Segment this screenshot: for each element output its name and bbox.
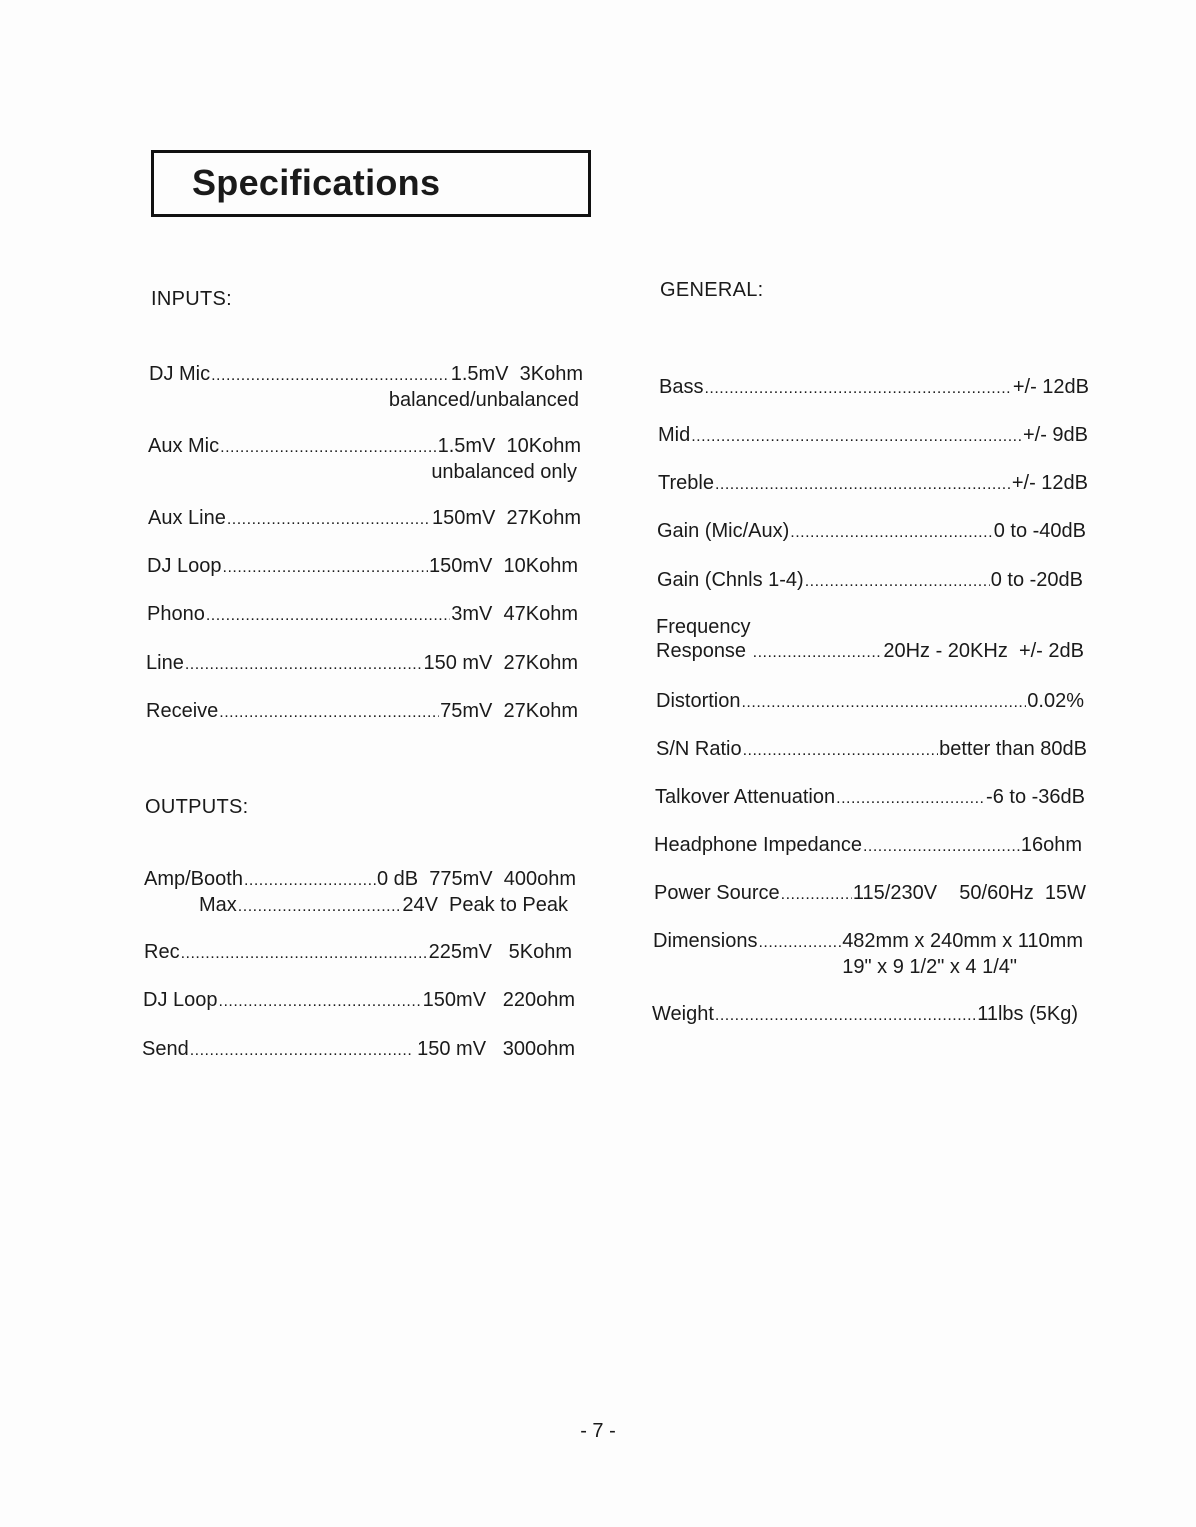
spec-row-distortion <box>656 689 1084 715</box>
spec-row-rec <box>144 940 572 966</box>
spec-row-sn-ratio <box>656 737 1087 763</box>
spec-row-dj-loop-out <box>143 988 575 1014</box>
spec-value: 482mm x 240mm x 110mm <box>842 930 1083 952</box>
spec-row-weight <box>652 1002 1078 1028</box>
spec-value: 0 to -40dB <box>993 520 1086 542</box>
spec-row-line <box>146 651 578 677</box>
page-number: - 7 - <box>580 1420 616 1442</box>
spec-label: Dimensions <box>653 930 758 952</box>
spec-label: Distortion <box>656 690 741 712</box>
spec-value: 150 mV 300ohm <box>411 1038 575 1060</box>
spec-label: Response <box>656 640 752 662</box>
spec-row-treble <box>658 471 1088 497</box>
spec-label: Receive <box>146 700 219 722</box>
spec-value: 16ohm <box>1020 834 1082 856</box>
general-heading: GENERAL: <box>660 279 764 301</box>
spec-value: 225mV 5Kohm <box>428 941 572 963</box>
spec-label: Rec <box>144 941 180 963</box>
spec-label: Line <box>146 652 184 674</box>
spec-label: Max <box>199 894 237 916</box>
spec-value: 115/230V 50/60Hz 15W <box>852 882 1086 904</box>
spec-row-gain-chnls <box>657 568 1083 594</box>
title-box <box>151 150 591 217</box>
spec-value: 150mV 27Kohm <box>432 507 581 529</box>
spec-row-dj-loop <box>147 554 578 580</box>
spec-label: Mid <box>658 424 691 446</box>
spec-value: better than 80dB <box>939 738 1087 760</box>
spec-label: Gain (Chnls 1-4) <box>657 569 804 591</box>
spec-row-frequency-response <box>656 615 1084 665</box>
spec-row-aux-mic <box>148 434 581 484</box>
spec-value: 75mV 27Kohm <box>440 700 578 722</box>
spec-label: DJ Loop <box>143 989 218 1011</box>
spec-row-bass <box>659 375 1089 401</box>
spec-value: 0 dB 775mV 400ohm <box>376 868 576 890</box>
spec-label: Headphone Impedance <box>654 834 862 856</box>
spec-label: Amp/Booth <box>144 868 243 890</box>
outputs-heading: OUTPUTS: <box>145 796 249 818</box>
spec-row-dj-mic <box>149 362 583 412</box>
spec-value: +/- 12dB <box>1012 376 1089 398</box>
spec-value: 150 mV 27Kohm <box>423 652 578 674</box>
spec-label: Aux Line <box>148 507 226 529</box>
spec-label: Frequency <box>656 616 751 638</box>
spec-row-talkover <box>655 785 1085 811</box>
spec-value: 20Hz - 20KHz +/- 2dB <box>883 640 1084 662</box>
spec-row-mid <box>658 423 1088 449</box>
spec-label: S/N Ratio <box>656 738 742 760</box>
spec-row-receive <box>146 699 578 725</box>
spec-value: +/- 9dB <box>1022 424 1088 446</box>
spec-label: Send <box>142 1038 189 1060</box>
spec-row-dimensions <box>653 929 1083 979</box>
spec-label: Gain (Mic/Aux) <box>657 520 790 542</box>
spec-value: 150mV 10Kohm <box>429 555 578 577</box>
spec-row-headphone-impedance <box>654 833 1082 859</box>
spec-value: -6 to -36dB <box>986 786 1085 808</box>
spec-row-gain-mic-aux <box>657 519 1086 545</box>
spec-label: Talkover Attenuation <box>655 786 836 808</box>
spec-row-power-source <box>654 881 1086 907</box>
spec-value: 1.5mV 3Kohm <box>450 363 583 385</box>
spec-sub: balanced/unbalanced <box>388 389 579 411</box>
spec-row-phono <box>147 602 578 628</box>
spec-value: +/- 12dB <box>1011 472 1088 494</box>
spec-sub: unbalanced only <box>431 461 577 483</box>
spec-row-send <box>142 1037 575 1063</box>
spec-value: 0.02% <box>1027 690 1084 712</box>
spec-value: 1.5mV 10Kohm <box>437 435 581 457</box>
spec-label: Treble <box>658 472 714 494</box>
inputs-heading: INPUTS: <box>151 288 232 310</box>
spec-label: Phono <box>147 603 205 625</box>
spec-value: 24V Peak to Peak <box>402 894 568 916</box>
spec-label: DJ Loop <box>147 555 222 577</box>
spec-row-aux-line <box>148 506 581 532</box>
spec-label: Power Source <box>654 882 780 904</box>
spec-value: 0 to -20dB <box>990 569 1083 591</box>
page-title: Specifications <box>192 162 441 203</box>
spec-value: 11lbs (5Kg) <box>977 1003 1078 1025</box>
spec-sub: 19" x 9 1/2" x 4 1/4" <box>842 956 1017 978</box>
spec-label: Aux Mic <box>148 435 220 457</box>
spec-label: DJ Mic <box>149 363 211 385</box>
spec-row-amp-booth <box>144 867 576 919</box>
spec-value: 3mV 47Kohm <box>451 603 578 625</box>
spec-label: Weight <box>652 1003 714 1025</box>
spec-label: Bass <box>659 376 704 398</box>
spec-value: 150mV 220ohm <box>422 989 575 1011</box>
